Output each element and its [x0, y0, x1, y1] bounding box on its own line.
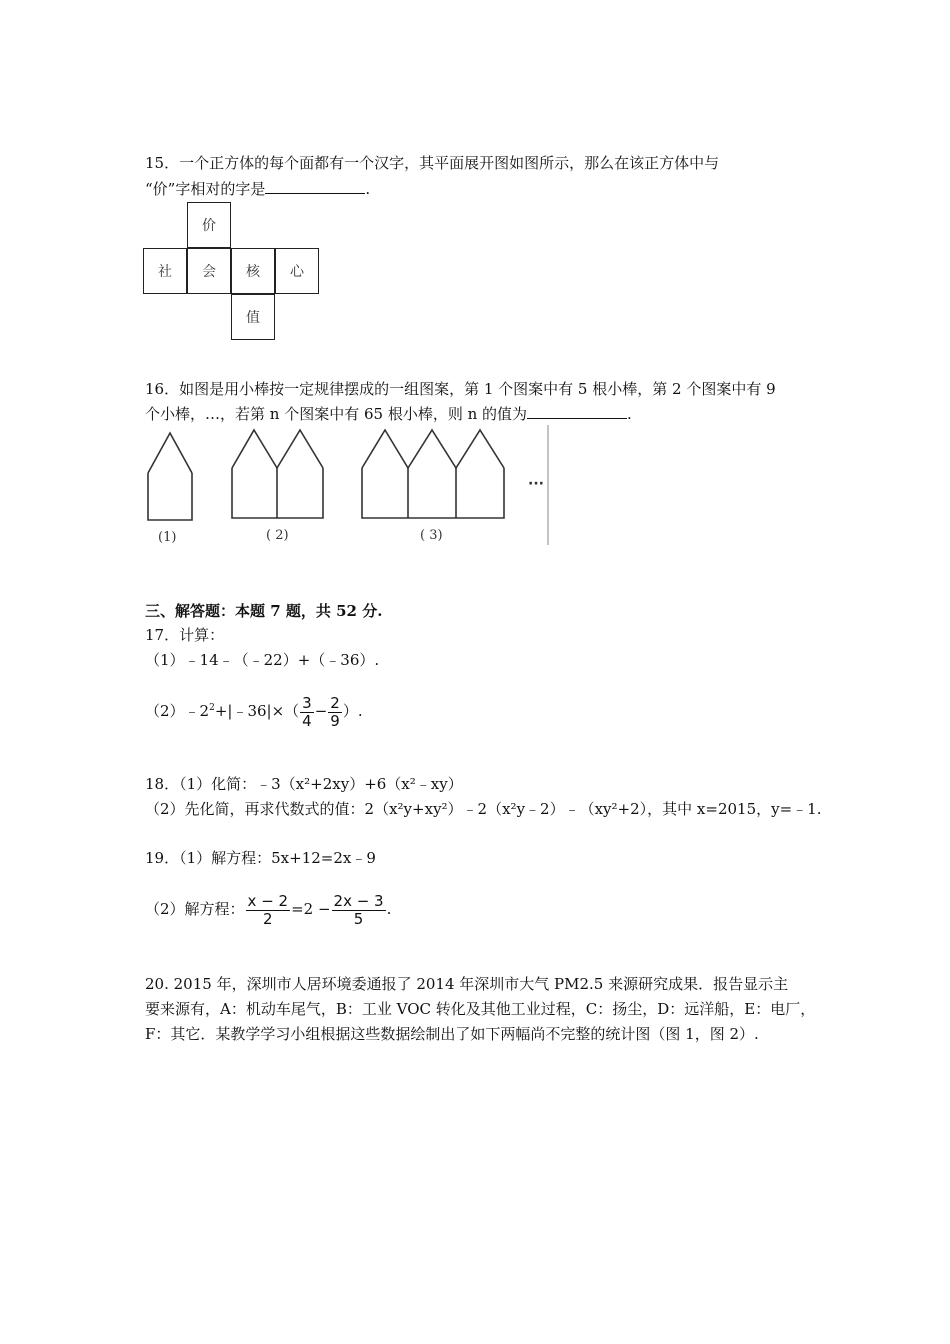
q16-line2: [145, 402, 632, 425]
pattern-label-3: ( 3): [420, 528, 443, 543]
net-cell-bottom: 值: [231, 294, 275, 340]
q15-answer-blank: [265, 177, 365, 194]
cube-net-diagram: [143, 202, 321, 345]
section3-title: 三、解答题：本题 7 题，共 52 分.: [145, 602, 383, 620]
q17-minus: −: [314, 702, 328, 720]
pattern-1: [148, 433, 192, 520]
q17-part2: [145, 688, 363, 731]
q19-p2-suffix: .: [386, 900, 392, 918]
q17-p2-suffix: ）.: [342, 702, 363, 720]
q15-line2-prefix: “价”字相对的字是: [145, 180, 266, 198]
net-cell-4: 心: [275, 248, 319, 294]
q16-answer-blank: [527, 402, 627, 419]
net-cell-3: 核: [231, 248, 275, 294]
q17-title: 17．计算：: [145, 626, 225, 644]
q20-line3: F：其它．某教学学习小组根据这些数据绘制出了如下两幅尚不完整的统计图（图 1，图 2）.: [145, 1025, 759, 1043]
q15-line2: [145, 177, 370, 200]
q17-fraction-1: $\frac{3}{4}$: [302, 693, 312, 730]
q17-part1: （1）﹣14﹣（﹣22）+（﹣36）.: [145, 651, 380, 669]
pattern-label-2: ( 2): [266, 528, 289, 543]
q19-p2-prefix: （2）解方程：: [145, 900, 245, 918]
q16-line2-prefix: 个小棒，…，若第 n 个图案中有 65 根小棒，则 n 的值为: [145, 405, 528, 423]
q19-part1: 19．（1）解方程：5x+12=2x﹣9: [145, 849, 376, 867]
q20-line1: 20. 2015 年，深圳市人居环境委通报了 2014 年深圳市大气 PM2.5 来源研究成果．报告显示主: [145, 975, 789, 993]
net-cell-2: 会: [187, 248, 231, 294]
q15-line2-suffix: .: [365, 180, 371, 198]
q19-part2: [145, 887, 391, 931]
q16-line2-suffix: .: [627, 405, 632, 423]
matchstick-pattern-figure: [140, 425, 560, 555]
net-cell-1: 社: [143, 248, 187, 294]
q19-fraction-a: $\frac{x - 2}{2}$: [247, 891, 289, 928]
pattern-ellipsis: ···: [528, 476, 544, 492]
q18-part1: 18．（1）化简：﹣3（x²+2xy）+6（x²﹣xy）: [145, 775, 463, 793]
q19-equals: =2 −: [291, 900, 331, 918]
q20-line2: 要来源有，A：机动车尾气，B：工业 VOC 转化及其他工业过程，C：扬尘，D：远洋船，E：电厂，: [145, 1000, 816, 1018]
q19-fraction-b: $\frac{2x - 3}{5}$: [333, 891, 384, 928]
q15-line1: 15．一个正方体的每个面都有一个汉字，其平面展开图如图所示，那么在该正方体中与: [145, 154, 720, 172]
pattern-2: [232, 430, 323, 518]
q18-part2: （2）先化简，再求代数式的值：2（x²y+xy²）﹣2（x²y﹣2）﹣（xy²+2），其中 x=2015，y=﹣1.: [145, 800, 822, 818]
pattern-3: [362, 430, 504, 518]
q17-p2-exponent: 2: [209, 703, 215, 713]
q17-p2-prefix: （2）﹣2: [145, 702, 210, 720]
q17-fraction-2: $\frac{2}{9}$: [330, 693, 340, 730]
q17-p2-mid: +|﹣36|×（: [214, 702, 300, 720]
net-cell-top: 价: [187, 202, 231, 248]
pattern-label-1: (1): [158, 530, 177, 545]
q16-line1: 16．如图是用小棒按一定规律摆成的一组图案，第 1 个图案中有 5 根小棒，第 2 个图案中有 9: [145, 380, 776, 398]
